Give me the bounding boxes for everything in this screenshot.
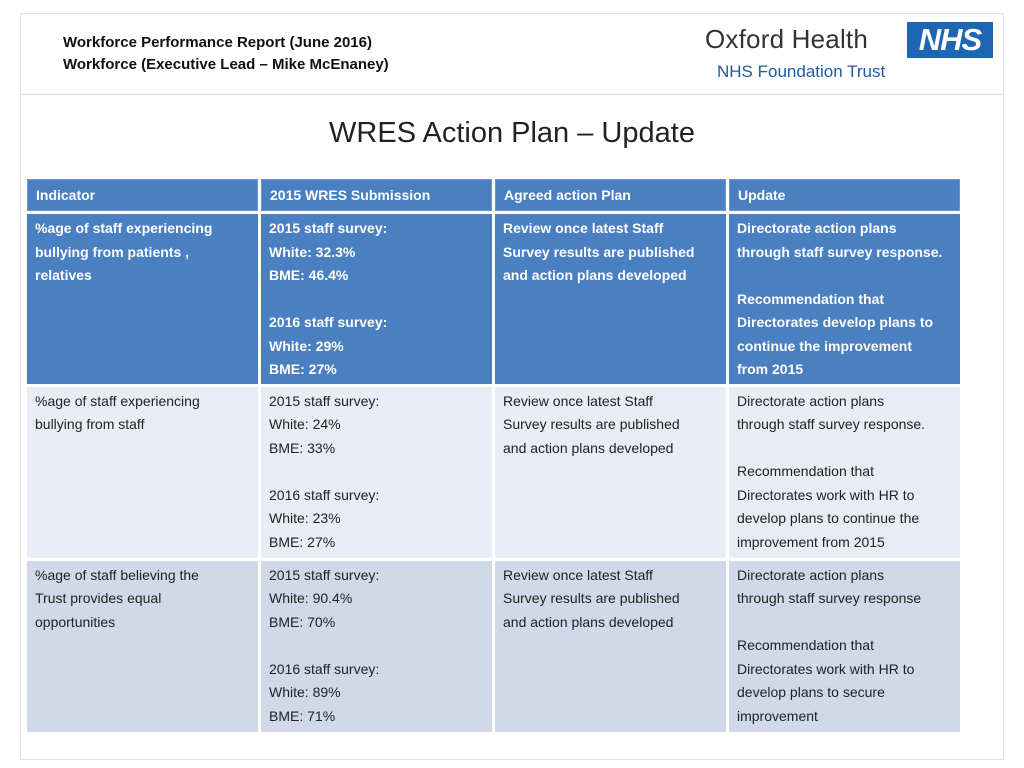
cell-text-line: and action plans developed <box>503 267 687 283</box>
page-title: WRES Action Plan – Update <box>329 117 695 149</box>
spacer <box>737 611 952 635</box>
column-header-submission: 2015 WRES Submission <box>261 179 492 211</box>
cell-indicator <box>27 561 258 732</box>
cell-text-line: and action plans developed <box>503 613 674 630</box>
cell-text-line: BME: 33% <box>269 439 336 456</box>
wres-action-table <box>24 176 963 735</box>
column-header-action: Agreed action Plan <box>495 179 726 211</box>
spacer <box>269 460 484 484</box>
spacer <box>269 634 484 658</box>
table-body <box>27 214 960 732</box>
cell-text-line: %age of staff experiencing <box>35 220 213 236</box>
table-header-row <box>27 179 960 211</box>
cell-text-line: bullying from staff <box>35 416 145 432</box>
cell-submission <box>261 387 492 558</box>
cell-text-line: White: 90.4% <box>269 590 353 606</box>
cell-text-line: Survey results are published <box>503 416 680 432</box>
cell-text-line: Recommendation that <box>737 463 874 479</box>
cell-text-line: %age of staff believing the <box>35 566 199 583</box>
spacer <box>269 288 484 312</box>
cell-text-line: BME: 27% <box>269 361 337 377</box>
cell-text-line: relatives <box>35 267 92 283</box>
table-row <box>27 561 960 732</box>
cell-submission <box>261 561 492 732</box>
cell-update <box>729 214 960 384</box>
cell-text-line: Survey results are published <box>503 243 695 260</box>
cell-text-line: through staff survey response. <box>737 416 926 432</box>
cell-text-line: %age of staff experiencing <box>35 392 200 409</box>
cell-text-line: 2015 staff survey: <box>269 566 380 583</box>
cell-text-line: White: 24% <box>269 416 341 432</box>
cell-text-line: 2015 staff survey: <box>269 392 380 409</box>
cell-text-line: 2016 staff survey: <box>269 314 388 330</box>
cell-text-line: Directorates work with HR to <box>737 660 915 677</box>
cell-text-line: Directorates work with HR to <box>737 486 915 503</box>
cell-text-line: through staff survey response. <box>737 243 943 260</box>
cell-action <box>495 214 726 384</box>
report-title: Workforce Performance Report (June 2016) <box>63 34 372 51</box>
column-header-update: Update <box>729 179 960 211</box>
cell-update <box>729 561 960 732</box>
cell-text-line: Trust provides equal <box>35 590 162 606</box>
cell-text-line: from 2015 <box>737 361 804 377</box>
cell-text-line: develop plans to continue the <box>737 510 920 526</box>
cell-text-line: opportunities <box>35 613 116 630</box>
cell-text-line: continue the improvement <box>737 337 913 354</box>
cell-text-line: Review once latest Staff <box>503 220 664 236</box>
cell-text-line: White: 23% <box>269 510 341 526</box>
cell-text-line: Recommendation that <box>737 637 874 653</box>
spacer <box>737 437 952 461</box>
cell-text-line: Directorate action plans <box>737 392 885 409</box>
cell-indicator <box>27 387 258 558</box>
logo-trust-name: NHS Foundation Trust <box>717 62 886 81</box>
cell-text-line: White: 29% <box>269 337 344 354</box>
header <box>21 14 1003 95</box>
cell-text-line: Directorate action plans <box>737 220 897 236</box>
cell-text-line: BME: 71% <box>269 707 336 724</box>
cell-indicator <box>27 214 258 384</box>
cell-text-line: White: 89% <box>269 684 341 700</box>
table-row <box>27 214 960 384</box>
cell-text-line: Directorate action plans <box>737 566 885 583</box>
cell-text-line: Survey results are published <box>503 590 680 606</box>
cell-update <box>729 387 960 558</box>
nhs-badge: NHS <box>907 22 993 58</box>
cell-text-line: BME: 27% <box>269 533 336 550</box>
cell-text-line: BME: 70% <box>269 613 336 630</box>
table-row <box>27 387 960 558</box>
cell-text-line: Review once latest Staff <box>503 392 653 409</box>
cell-text-line: through staff survey response <box>737 590 922 606</box>
cell-text-line: White: 32.3% <box>269 243 356 260</box>
cell-text-line: 2015 staff survey: <box>269 220 388 236</box>
cell-text-line: Review once latest Staff <box>503 566 653 583</box>
cell-text-line: 2016 staff survey: <box>269 660 380 677</box>
cell-text-line: improvement <box>737 707 818 724</box>
report-subtitle: Workforce (Executive Lead – Mike McEnaney) <box>63 56 389 73</box>
cell-text-line: improvement from 2015 <box>737 533 885 550</box>
cell-text-line: develop plans to secure <box>737 684 885 700</box>
cell-text-line: BME: 46.4% <box>269 267 349 283</box>
cell-text-line: 2016 staff survey: <box>269 486 380 503</box>
logo-org-name: Oxford Health <box>705 24 869 54</box>
cell-text-line: Directorates develop plans to <box>737 314 934 330</box>
column-header-indicator: Indicator <box>27 179 258 211</box>
cell-text-line: Recommendation that <box>737 290 885 307</box>
cell-submission <box>261 214 492 384</box>
cell-text-line: and action plans developed <box>503 439 674 456</box>
oxford-health-logo <box>705 20 995 88</box>
cell-action <box>495 387 726 558</box>
spacer <box>737 264 952 288</box>
cell-text-line: bullying from patients , <box>35 243 190 260</box>
cell-action <box>495 561 726 732</box>
